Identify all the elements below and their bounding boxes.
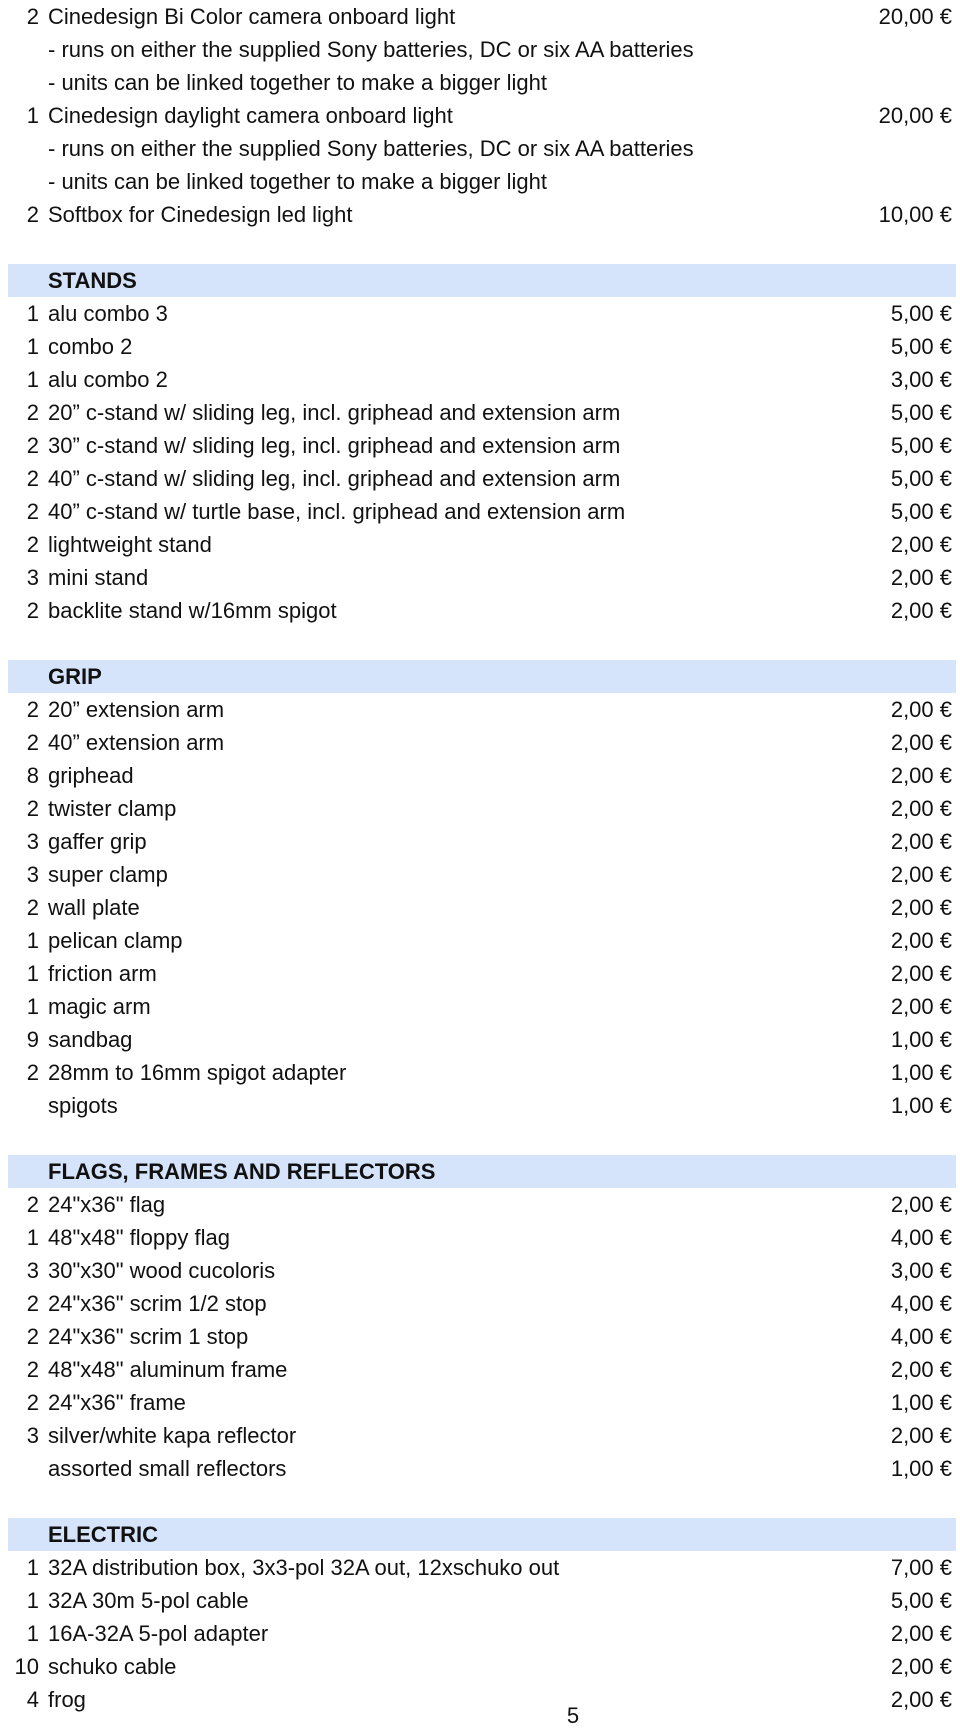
item-price: 2,00 € [890, 598, 952, 623]
item-description: 20” c-stand w/ sliding leg, incl. griphead and extension arm [48, 400, 621, 425]
item-description: friction arm [48, 961, 157, 986]
item-price: 20,00 € [878, 4, 952, 29]
item-row [8, 429, 956, 462]
item-price: 2,00 € [890, 1423, 952, 1448]
item-row [8, 990, 956, 1023]
item-quantity: 2 [26, 697, 39, 722]
item-quantity: 2 [26, 730, 39, 755]
item-price: 2,00 € [890, 829, 952, 854]
item-description: frog [48, 1687, 86, 1712]
item-row [8, 957, 956, 990]
item-row [8, 1386, 956, 1419]
item-quantity: 3 [26, 862, 39, 887]
item-quantity: 1 [26, 1588, 39, 1613]
item-description: 48"x48" floppy flag [48, 1225, 230, 1250]
item-price: 2,00 € [890, 1192, 952, 1217]
item-quantity: 3 [26, 1423, 39, 1448]
item-quantity: 1 [26, 334, 39, 359]
item-description: 32A distribution box, 3x3-pol 32A out, 12xschuko out [48, 1555, 560, 1580]
item-price: 5,00 € [890, 499, 952, 524]
item-row [8, 561, 956, 594]
item-description: 20” extension arm [48, 697, 225, 722]
item-row [8, 792, 956, 825]
item-price: 2,00 € [890, 796, 952, 821]
section-title: GRIP [48, 663, 102, 689]
item-description: 40” extension arm [48, 730, 225, 755]
item-row [8, 330, 956, 363]
item-description: schuko cable [48, 1654, 177, 1679]
item-price: 1,00 € [890, 1390, 952, 1415]
item-description: - units can be linked together to make a bigger light [48, 169, 547, 194]
item-quantity: 2 [26, 1060, 39, 1085]
item-row [8, 891, 956, 924]
section-title: ELECTRIC [48, 1521, 158, 1547]
item-quantity: 2 [26, 433, 39, 458]
item-price: 2,00 € [890, 1357, 952, 1382]
item-description: 24"x36" flag [48, 1192, 166, 1217]
item-price: 2,00 € [890, 1654, 952, 1679]
section-header [8, 1518, 956, 1551]
item-description: Cinedesign daylight camera onboard light [48, 103, 453, 128]
item-row [8, 924, 956, 957]
item-description: backlite stand w/16mm spigot [48, 598, 337, 623]
item-description: 28mm to 16mm spigot adapter [48, 1060, 347, 1085]
item-quantity: 1 [26, 928, 39, 953]
item-price: 1,00 € [890, 1456, 952, 1481]
item-row [8, 1584, 956, 1617]
item-price: 2,00 € [890, 895, 952, 920]
item-row [8, 1089, 956, 1122]
item-row [8, 759, 956, 792]
item-price: 4,00 € [890, 1291, 952, 1316]
item-price: 2,00 € [890, 928, 952, 953]
item-quantity: 2 [26, 4, 39, 29]
item-price: 2,00 € [890, 697, 952, 722]
item-row [8, 726, 956, 759]
item-description: super clamp [48, 862, 168, 887]
item-quantity: 2 [26, 796, 39, 821]
item-row [8, 693, 956, 726]
item-row [8, 1287, 956, 1320]
item-row [8, 1617, 956, 1650]
item-description: Cinedesign Bi Color camera onboard light [48, 4, 456, 29]
item-description: wall plate [48, 895, 140, 920]
section-title: FLAGS, FRAMES AND REFLECTORS [48, 1158, 436, 1184]
section-header [8, 1155, 956, 1188]
item-price: 2,00 € [890, 565, 952, 590]
item-row [8, 858, 956, 891]
item-price: 5,00 € [890, 433, 952, 458]
item-note-row [8, 165, 956, 198]
item-price: 3,00 € [890, 367, 952, 392]
item-price: 5,00 € [890, 1588, 952, 1613]
item-price: 1,00 € [890, 1060, 952, 1085]
item-description: 16A-32A 5-pol adapter [48, 1621, 269, 1646]
item-price: 10,00 € [878, 202, 952, 227]
item-description: 32A 30m 5-pol cable [48, 1588, 249, 1613]
item-quantity: 1 [26, 994, 39, 1019]
item-price: 4,00 € [890, 1225, 952, 1250]
item-note-row [8, 132, 956, 165]
item-description: - runs on either the supplied Sony batteries, DC or six AA batteries [48, 37, 694, 62]
item-description: 40” c-stand w/ sliding leg, incl. griphead and extension arm [48, 466, 621, 491]
item-description: alu combo 3 [48, 301, 168, 326]
item-quantity: 2 [26, 1291, 39, 1316]
item-note-row [8, 33, 956, 66]
item-quantity: 2 [26, 1324, 39, 1349]
item-quantity: 1 [26, 103, 39, 128]
item-quantity: 1 [26, 961, 39, 986]
item-price: 2,00 € [890, 961, 952, 986]
item-description: 24"x36" scrim 1 stop [48, 1324, 249, 1349]
item-description: 30” c-stand w/ sliding leg, incl. griphead and extension arm [48, 433, 621, 458]
item-description: silver/white kapa reflector [48, 1423, 297, 1448]
item-quantity: 2 [26, 532, 39, 557]
item-row [8, 1419, 956, 1452]
item-description: alu combo 2 [48, 367, 168, 392]
item-quantity: 3 [26, 829, 39, 854]
item-quantity: 3 [26, 565, 39, 590]
item-price: 2,00 € [890, 730, 952, 755]
item-price: 1,00 € [890, 1093, 952, 1118]
item-description: - units can be linked together to make a bigger light [48, 70, 547, 95]
item-row [8, 1254, 956, 1287]
item-quantity: 8 [26, 763, 39, 788]
item-price: 2,00 € [890, 1687, 952, 1712]
item-price: 3,00 € [890, 1258, 952, 1283]
item-description: sandbag [48, 1027, 133, 1052]
item-price: 4,00 € [890, 1324, 952, 1349]
item-price: 2,00 € [890, 994, 952, 1019]
item-quantity: 2 [26, 1357, 39, 1382]
item-row [8, 495, 956, 528]
item-description: mini stand [48, 565, 149, 590]
item-price: 7,00 € [890, 1555, 952, 1580]
item-quantity: 2 [26, 499, 39, 524]
item-price: 2,00 € [890, 763, 952, 788]
item-row [8, 1221, 956, 1254]
item-quantity: 1 [26, 367, 39, 392]
rental-price-list [8, 0, 956, 1716]
item-quantity: 9 [26, 1027, 39, 1052]
item-price: 20,00 € [878, 103, 952, 128]
item-price: 1,00 € [890, 1027, 952, 1052]
item-row [8, 1650, 956, 1683]
item-row [8, 1320, 956, 1353]
item-row [8, 198, 956, 231]
page-number: 5 [566, 1703, 580, 1728]
item-row [8, 1551, 956, 1584]
item-price: 2,00 € [890, 862, 952, 887]
item-description: assorted small reflectors [48, 1456, 287, 1481]
item-quantity: 2 [26, 1192, 39, 1217]
section-spacer [8, 1122, 956, 1155]
item-price: 5,00 € [890, 466, 952, 491]
item-row [8, 1023, 956, 1056]
item-quantity: 1 [26, 1621, 39, 1646]
section-spacer [8, 1485, 956, 1518]
item-description: pelican clamp [48, 928, 183, 953]
item-quantity: 1 [26, 1555, 39, 1580]
item-price: 5,00 € [890, 334, 952, 359]
item-quantity: 2 [26, 895, 39, 920]
item-quantity: 1 [26, 301, 39, 326]
section-spacer [8, 231, 956, 264]
item-description: 40” c-stand w/ turtle base, incl. griphead and extension arm [48, 499, 626, 524]
item-description: Softbox for Cinedesign led light [48, 202, 353, 227]
item-description: 24"x36" scrim 1/2 stop [48, 1291, 267, 1316]
item-description: gaffer grip [48, 829, 147, 854]
item-quantity: 1 [26, 1225, 39, 1250]
item-price: 5,00 € [890, 400, 952, 425]
section-header [8, 264, 956, 297]
item-row [8, 462, 956, 495]
item-quantity: 2 [26, 202, 39, 227]
item-quantity: 10 [14, 1654, 39, 1679]
item-description: combo 2 [48, 334, 133, 359]
item-row [8, 297, 956, 330]
item-row [8, 396, 956, 429]
item-price: 5,00 € [890, 301, 952, 326]
item-row [8, 594, 956, 627]
item-row [8, 99, 956, 132]
item-row [8, 1188, 956, 1221]
item-row [8, 528, 956, 561]
section-header [8, 660, 956, 693]
item-row [8, 1353, 956, 1386]
item-row [8, 1056, 956, 1089]
section-title: STANDS [48, 267, 137, 293]
item-quantity: 2 [26, 466, 39, 491]
item-description: magic arm [48, 994, 151, 1019]
item-row [8, 0, 956, 33]
item-description: griphead [48, 763, 134, 788]
item-quantity: 2 [26, 1390, 39, 1415]
item-description: spigots [48, 1093, 118, 1118]
item-quantity: 2 [26, 400, 39, 425]
item-description: 30"x30" wood cucoloris [48, 1258, 276, 1283]
item-description: lightweight stand [48, 532, 212, 557]
item-quantity: 2 [26, 598, 39, 623]
item-price: 2,00 € [890, 1621, 952, 1646]
item-note-row [8, 66, 956, 99]
item-description: twister clamp [48, 796, 177, 821]
item-description: 24"x36" frame [48, 1390, 186, 1415]
item-row [8, 363, 956, 396]
item-quantity: 3 [26, 1258, 39, 1283]
item-row [8, 1452, 956, 1485]
section-spacer [8, 627, 956, 660]
item-price: 2,00 € [890, 532, 952, 557]
item-description: - runs on either the supplied Sony batteries, DC or six AA batteries [48, 136, 694, 161]
item-quantity: 4 [26, 1687, 39, 1712]
item-row [8, 825, 956, 858]
item-description: 48"x48" aluminum frame [48, 1357, 288, 1382]
